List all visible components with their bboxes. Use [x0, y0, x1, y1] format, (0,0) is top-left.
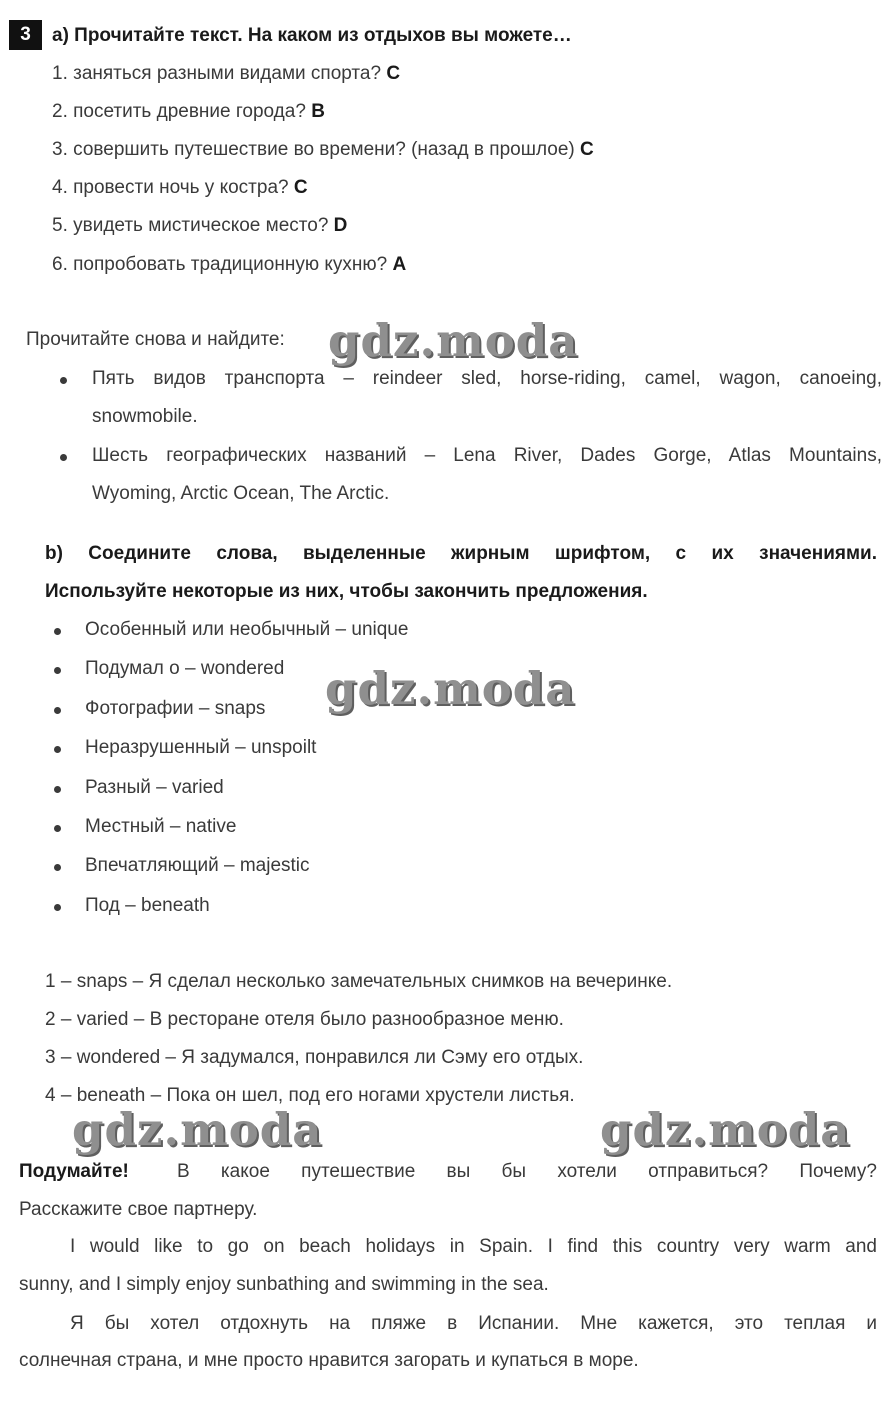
question-1: 1. заняться разными видами спорта? C — [52, 63, 401, 84]
part-b-heading-line2: Используйте некоторые из них, чтобы закончить предложения. — [45, 581, 648, 602]
bullet — [54, 746, 61, 753]
watermark: gdz.moda — [328, 314, 579, 367]
bullet — [54, 628, 61, 635]
english-answer-line2: sunny, and I simply enjoy sunbathing and swimming in the sea. — [19, 1274, 549, 1295]
match-item: Впечатляющий – majestic — [85, 855, 310, 876]
bullet — [54, 707, 61, 714]
find-label: Прочитайте снова и найдите: — [26, 329, 285, 350]
question-5: 5. увидеть мистическое место? D — [52, 215, 348, 236]
bullet — [54, 825, 61, 832]
match-item: Под – beneath — [85, 895, 210, 916]
bullet — [54, 786, 61, 793]
match-item: Подумал о – wondered — [85, 658, 285, 679]
think-question-line2: Расскажите свое партнеру. — [19, 1199, 258, 1220]
russian-answer-line1: Я бы хотел отдохнуть на пляже в Испании. Мне кажется, это теплая и — [70, 1313, 877, 1334]
exercise-number: 3 — [9, 20, 42, 50]
russian-answer-line2: солнечная страна, и мне просто нравится загорать и купаться в море. — [19, 1350, 639, 1371]
english-answer-line1: I would like to go on beach holidays in Spain. I find this country very warm and — [70, 1236, 877, 1257]
sentence-1: 1 – snaps – Я сделал несколько замечательных снимков на вечеринке. — [45, 971, 673, 992]
find-item-2-line1: Шесть географических названий – Lena River, Dades Gorge, Atlas Mountains, — [92, 445, 882, 466]
sentence-4: 4 – beneath – Пока он шел, под его ногами хрустели листья. — [45, 1085, 575, 1106]
bullet — [54, 667, 61, 674]
think-label: Подумайте! — [19, 1161, 129, 1182]
find-item-2-line2: Wyoming, Arctic Ocean, The Arctic. — [92, 483, 390, 504]
think-question-text: В какое путешествие вы бы хотели отправиться? Почему? — [177, 1161, 877, 1182]
match-item: Неразрушенный – unspoilt — [85, 737, 317, 758]
bullet — [60, 454, 67, 461]
bullet — [60, 377, 67, 384]
sentence-3: 3 – wondered – Я задумался, понравился ли Сэму его отдых. — [45, 1047, 584, 1068]
match-item: Особенный или необычный – unique — [85, 619, 409, 640]
bullet — [54, 904, 61, 911]
question-3: 3. совершить путешествие во времени? (назад в прошлое) C — [52, 139, 594, 160]
find-item-1-line2: snowmobile. — [92, 406, 198, 427]
sentence-2: 2 – varied – В ресторане отеля было разнообразное меню. — [45, 1009, 564, 1030]
part-a-heading: a) Прочитайте текст. На каком из отдыхов вы можете… — [52, 25, 572, 46]
question-6: 6. попробовать традиционную кухню? A — [52, 254, 407, 275]
find-item-1-line1: Пять видов транспорта – reindeer sled, horse-riding, camel, wagon, canoeing, — [92, 368, 882, 389]
match-item: Местный – native — [85, 816, 237, 837]
match-item: Разный – varied — [85, 777, 224, 798]
bullet — [54, 864, 61, 871]
watermark: gdz.moda — [600, 1103, 851, 1156]
watermark: gdz.moda — [325, 662, 576, 715]
question-2: 2. посетить древние города? B — [52, 101, 325, 122]
part-b-heading-line1: b) Соедините слова, выделенные жирным шрифтом, с их значениями. — [45, 543, 877, 564]
match-item: Фотографии – snaps — [85, 698, 266, 719]
think-question-line1 — [19, 1161, 877, 1183]
question-4: 4. провести ночь у костра? C — [52, 177, 308, 198]
watermark: gdz.moda — [72, 1103, 323, 1156]
